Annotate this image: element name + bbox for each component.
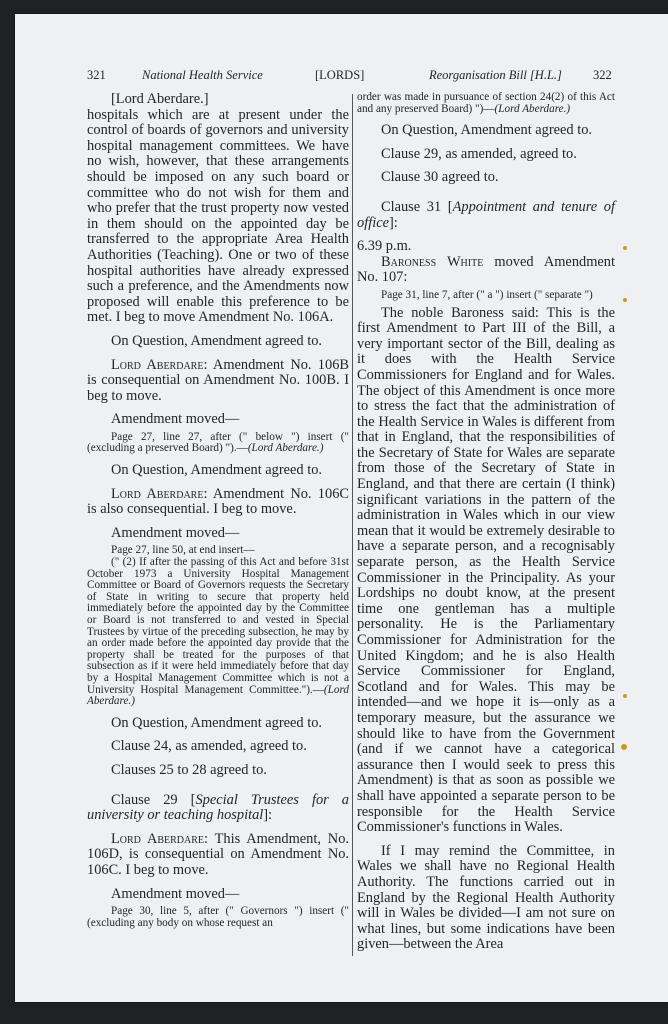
- left-page-number: 321: [87, 68, 106, 82]
- speech: [87, 487, 349, 518]
- speech-text: This Amendment, No. 106D, is consequential on Amendment No. 106C. I beg to move.: [87, 830, 349, 878]
- speaker-name: Baroness White: [381, 253, 484, 270]
- clause-heading: [87, 793, 349, 824]
- page-speck: [623, 298, 627, 302]
- page-speck: [621, 744, 627, 750]
- speech-text: Amendment No. 106B is consequential on Amendment No. 100B. I beg to move.: [87, 356, 349, 404]
- right-running-title: Reorganisation Bill [H.L.]: [429, 68, 562, 82]
- speaker-continuation: [Lord Aberdare.]: [111, 91, 209, 107]
- speech: [87, 358, 349, 405]
- amendment-text: Page 30, line 5, after (" Governors ") insert (" (excluding any body on whose request an: [87, 905, 349, 929]
- amendment-attribution: (Lord Aberdare.): [87, 683, 349, 708]
- amendment-text: Page 31, line 7, after (" a ") insert (" separate "): [381, 288, 593, 301]
- amendment-text: [87, 557, 349, 708]
- question-result: On Question, Amendment agreed to.: [111, 462, 323, 479]
- question-result: On Question, Amendment agreed to.: [381, 122, 593, 139]
- timestamp: 6.39 p.m.: [357, 238, 412, 255]
- clause-number: Clause 31 [: [381, 198, 453, 215]
- column-divider: [352, 94, 353, 956]
- left-column: [87, 92, 349, 929]
- amendment-attribution: (Lord Aberdare.): [247, 442, 324, 455]
- clause-result: Clause 30 agreed to.: [381, 169, 499, 186]
- clause-suffix: ]:: [263, 807, 273, 824]
- question-result: On Question, Amendment agreed to.: [111, 332, 323, 349]
- house-label: [LORDS]: [315, 68, 365, 82]
- clause-result: Clause 29, as amended, agreed to.: [381, 145, 577, 162]
- amendment-text: [87, 432, 349, 455]
- question-result: On Question, Amendment agreed to.: [111, 714, 323, 731]
- amendment-moved: Amendment moved—: [111, 411, 240, 428]
- left-running-title: National Health Service: [142, 68, 263, 82]
- amendment-body: Page 27, line 27, after (" below ") insert (" (excluding a preserved Board) ").—: [87, 430, 349, 455]
- amendment-moved: Amendment moved—: [111, 885, 240, 902]
- right-page-number: 322: [593, 68, 612, 82]
- paragraph: The noble Baroness said: This is the first Amendment to Part III of the Bill, a very important sector of the Bill, dealing as it does with the Health Service Commissioners for England and for Wales. The object of this Amendment is once more to stress the fact that the administration of the Health Service in Wales is different from that in England, that the responsibilities of the Secretary of State for Wales are separate from those of the Secretary of State in England, and that there are certain (I think) significant variations in the pattern of the administration in Wales which in our view mean that it would be extremely desirable to have a separate person, and a recognisably separate person, as the Health Service Commissioner in the Principality. As your Lordships no doubt know, at the present time one gentleman has a multiple personality. He is the Parliamentary Commissioner for Administration for the United Kingdom; and he is also Health Service Commissioner for England, Scotland and for Wales. This may be intended—and we hope it is—only as a temporary measure, but the assurance we should like to have from the Government (and if we cannot have a categorical assurance then I would seek to press this Amendment) is that as soon as possible we shall have appointed a separate person to be responsible for the Health Service Commissioner's functions in Wales.: [357, 304, 615, 836]
- amendment-moved: Amendment moved—: [111, 524, 240, 541]
- paragraph: hospitals which are at present under the control of boards of governors and university hospital management committees. We have no wish, however, that these arrangements should be imposed on any such board or committee who do not wish for them and who prefer that the trust property now vested in them should on the appointed day be transferred to the appropriate Area Health Authorities (Teaching). One or two of these hospital authorities have already expressed such a preference, and the Amendments now proposed will enable this preference to be met. I beg to move Amendment No. 106A.: [87, 106, 349, 326]
- speaker-name: Lord Aberdare:: [111, 485, 208, 502]
- running-header: [15, 68, 668, 88]
- paragraph: If I may remind the Committee, in Wales we shall have no Regional Health Authority. The functions carried out in England by the Regional Health Authority will in Wales be divided—I am not sure on what lines, but some indications have been given—between the Area: [357, 842, 615, 953]
- page-speck: [623, 246, 627, 250]
- clause-heading: [357, 200, 615, 231]
- clause-number: Clause 29 [: [111, 791, 196, 808]
- speech-text: Amendment No. 106C is also consequential. I beg to move.: [87, 485, 349, 518]
- clause-result: Clause 24, as amended, agreed to.: [111, 738, 307, 755]
- amendment-body: order was made in pursuance of section 24(2) of this Act and any preserved Board) ")—: [357, 91, 615, 115]
- clause-suffix: ]:: [388, 214, 398, 231]
- document-page: [15, 14, 668, 1002]
- amendment-body: (" (2) If after the passing of this Act and before 31st October 1973 a University Hospital Management Committee or Board of Governors requests the Secretary of State in writing to secure that property held immediately before the appointed day by the Committee or Board is not transferred to and vested in Special Trustees by virtue of the preceding subsection, he may by an order made before the appointed day provide that the property shall be treated for the purposes of that subsection as if it were held immediately before that day by a Hospital Management Committee which is not a University Hospital Management Committee.").—: [87, 556, 349, 696]
- amendment-attribution: (Lord Aberdare.): [494, 102, 571, 115]
- clause-title: Appointment and tenure of office: [357, 198, 616, 231]
- speech-text: moved Amendment No. 107:: [357, 253, 615, 286]
- amendment-text: [357, 92, 615, 115]
- speech: [87, 832, 349, 879]
- clause-result: Clauses 25 to 28 agreed to.: [111, 761, 267, 778]
- amendment-location: Page 27, line 50, at end insert—: [111, 544, 255, 557]
- page-speck: [623, 694, 627, 698]
- clause-title: Special Trustees for a university or teaching hospital: [87, 791, 349, 824]
- speech: [357, 255, 615, 286]
- speaker-name: Lord Aberdare:: [111, 830, 209, 847]
- right-column: [357, 92, 615, 953]
- speaker-name: Lord Aberdare:: [111, 356, 208, 373]
